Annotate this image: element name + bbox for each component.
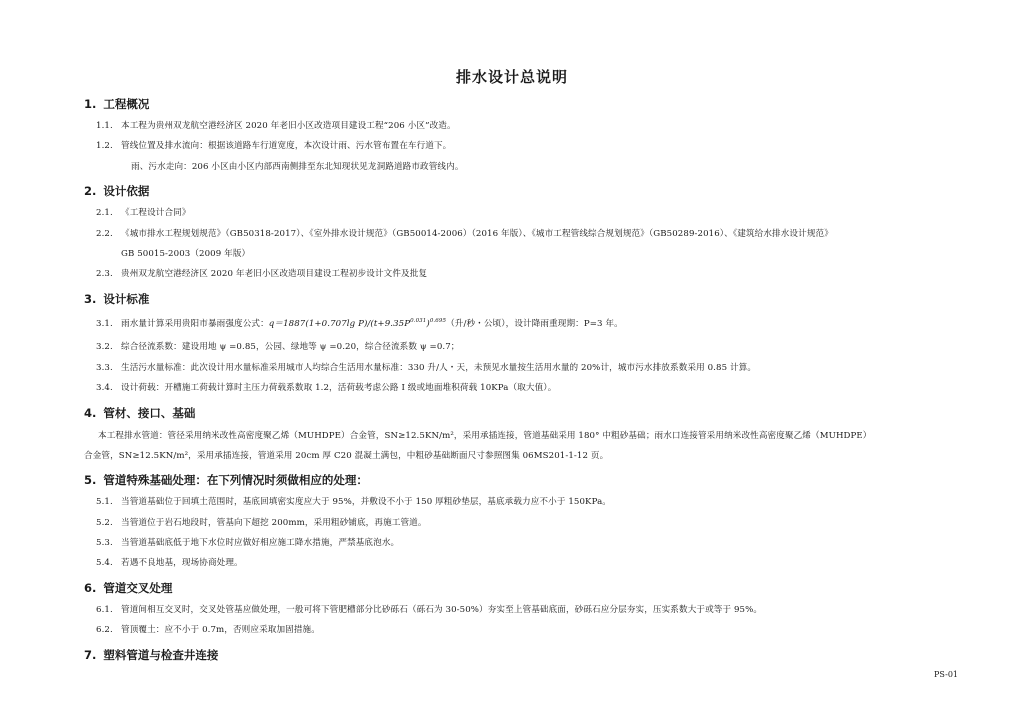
clause-text: 生活污水量标准：此次设计用水量标准采用城市人均综合生活用水量标准：330 升/人・天，未预见水量按生活用水量的 20%计，城市污水排放系数采用 0.85 计算。 — [121, 363, 757, 373]
section-number: 2. — [84, 184, 97, 198]
section-title: 设计依据 — [103, 184, 150, 198]
section-heading-1 — [84, 96, 149, 112]
section-heading-5 — [84, 472, 368, 488]
clause-1-2 — [96, 140, 451, 152]
clause-5-3 — [96, 537, 399, 549]
paragraph-4-line-2 — [84, 450, 608, 462]
clause-text: 雨水量计算采用贵阳市暴雨强度公式： — [121, 319, 269, 329]
section-number: 1. — [84, 97, 97, 111]
clause-text: 贵州双龙航空港经济区 2020 年老旧小区改造项目建设工程初步设计文件及批复 — [121, 269, 428, 279]
clause-6-1 — [96, 604, 762, 616]
clause-6-2 — [96, 624, 320, 636]
clause-text: 本工程为贵州双龙航空港经济区 2020 年老旧小区改造项目建设工程“206 小区”改造。 — [121, 121, 456, 131]
clause-number: 3.4. — [96, 383, 113, 393]
clause-number: 2.3. — [96, 269, 113, 279]
clause-text: 若遇不良地基，现场协商处理。 — [121, 558, 243, 568]
paragraph-text: 合金管，SN≥12.5KN/m²，采用承插连接，管道采用 20cm 厚 C20 混凝土满包，中粗砂基础断面尺寸参照图集 06MS201-1-12 页。 — [84, 451, 609, 461]
clause-number: 3.1. — [96, 319, 113, 329]
clause-number: 1.1. — [96, 121, 113, 131]
section-title: 管道特殊基础处理：在下列情况时须做相应的处理： — [103, 473, 368, 487]
clause-number: 6.1. — [96, 605, 113, 615]
section-number: 6. — [84, 581, 97, 595]
clause-3-3 — [96, 362, 756, 374]
clause-text: 管道间相互交叉时，交叉处管基应做处理，一般可将下管肥槽部分比砂砾石（砾石为 30-50%）夯实至上管基础底面，砂砾石应分层夯实，压实系数大于或等于 95%。 — [121, 605, 763, 615]
section-heading-6 — [84, 580, 172, 596]
clause-1-2-continued — [131, 161, 464, 173]
clause-3-1 — [96, 318, 623, 330]
section-title: 管道交叉处理 — [103, 581, 173, 595]
clause-text: （升/秒・公顷），设计降雨重现期：P=3 年。 — [446, 319, 623, 329]
clause-text: 雨、污水走向：206 小区由小区内部西南侧排至东北知现状见龙洞路道路市政管线内。 — [131, 162, 464, 172]
section-title: 塑料管道与检查井连接 — [103, 648, 219, 662]
clause-text: 当管道基础位于回填土范围时，基底回填密实度应大于 95%，并敷设不小于 150 厚粗砂垫层，基底承载力应不小于 150KPa。 — [121, 497, 611, 507]
section-heading-4 — [84, 405, 195, 421]
clause-number: 5.2. — [96, 518, 113, 528]
clause-2-2-continued — [121, 248, 250, 260]
document-title: 排水设计总说明 — [455, 68, 568, 86]
clause-number: 3.2. — [96, 342, 113, 352]
clause-number: 2.1. — [96, 208, 113, 218]
clause-text: 《工程设计合同》 — [121, 208, 191, 218]
section-title: 设计标准 — [103, 292, 150, 306]
clause-2-3 — [96, 268, 427, 280]
section-title: 工程概况 — [103, 97, 150, 111]
clause-text: 综合径流系数：建设用地 ψ =0.85，公园、绿地等 ψ =0.20，综合径流系数 ψ =0.7； — [121, 342, 460, 352]
clause-number: 3.3. — [96, 363, 113, 373]
clause-3-2 — [96, 341, 459, 353]
clause-text: 当管道基础底低于地下水位时应做好相应施工降水措施，严禁基底泡水。 — [121, 538, 400, 548]
section-number: 3. — [84, 292, 97, 306]
clause-text: 《城市排水工程规划规范》（GB50318-2017）、《室外排水设计规范》（GB50014-2006）（2016 年版）、《城市工程管线综合规划规范》（GB50289-2016）、《建筑给水排水设计规范》 — [121, 229, 833, 239]
clause-text: 管顶覆土：应不小于 0.7m，否则应采取加固措施。 — [121, 625, 320, 635]
section-number: 5. — [84, 473, 97, 487]
clause-text: 设计荷载：开槽施工荷载计算时主压力荷载系数取 1.2，活荷载考虑公路 I 级或地面堆积荷载 10KPa（取大值）。 — [121, 383, 557, 393]
clause-number: 1.2. — [96, 141, 113, 151]
paragraph-4-line-1 — [98, 430, 871, 442]
clause-3-4 — [96, 382, 556, 394]
clause-number: 6.2. — [96, 625, 113, 635]
clause-number: 5.3. — [96, 538, 113, 548]
clause-5-2 — [96, 517, 427, 529]
section-heading-2 — [84, 183, 149, 199]
clause-5-1 — [96, 496, 611, 508]
clause-2-2 — [96, 228, 833, 240]
clause-text: 当管道位于岩石地段时，管基向下超挖 200mm，采用粗砂铺底，再施工管道。 — [121, 518, 427, 528]
clause-1-1 — [96, 120, 456, 132]
clause-number: 2.2. — [96, 229, 113, 239]
paragraph-text: 本工程排水管道：管径采用纳米改性高密度聚乙烯（MUHDPE）合金管，SN≥12.5KN/m²，采用承插连接，管道基础采用 180° 中粗砂基础；雨水口连接管采用纳米改性高密度聚乙烯（MUHDPE） — [98, 431, 872, 441]
section-heading-7 — [84, 647, 218, 663]
section-heading-3 — [84, 291, 149, 307]
clause-number: 5.1. — [96, 497, 113, 507]
rainfall-formula: q＝1887(1+0.707lg $P)/(t+9.35P^{0.031})^{0.695}$ — [268, 318, 447, 329]
clause-text: GB 50015-2003（2009 年版） — [121, 249, 251, 259]
clause-2-1 — [96, 207, 191, 219]
clause-5-4 — [96, 557, 243, 569]
clause-number: 5.4. — [96, 558, 113, 568]
section-number: 4. — [84, 406, 97, 420]
section-number: 7. — [84, 648, 97, 662]
drawing-number: PS-01 — [933, 670, 958, 679]
section-title: 管材、接口、基础 — [103, 406, 196, 420]
clause-text: 管线位置及排水流向：根据该道路车行道宽度，本次设计雨、污水管布置在车行道下。 — [121, 141, 452, 151]
